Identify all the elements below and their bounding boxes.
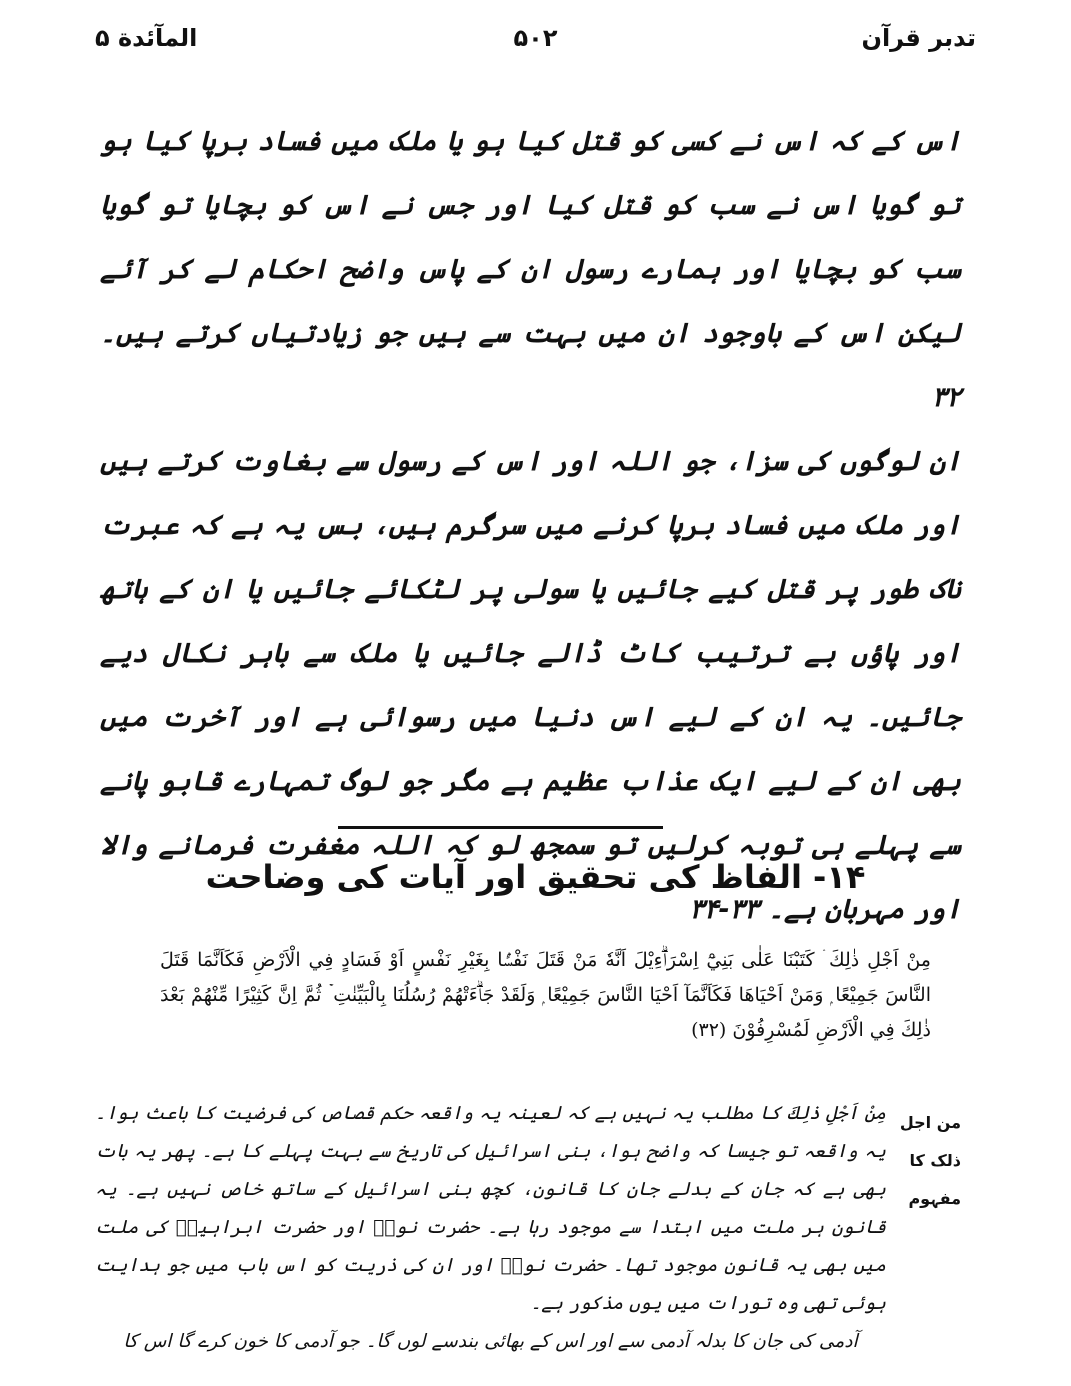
margin-note-line: من اجل xyxy=(899,1113,961,1132)
margin-note-line: مفہوم xyxy=(908,1189,961,1208)
translation-block xyxy=(100,110,961,942)
surah-name: المآئدة ۵ xyxy=(95,24,198,52)
arabic-verse: مِنْ اَجْلِ ذٰلِكَ ۛ كَتَبْنَا عَلٰى بَنِيْٓ اِسْرَاۗءِيْلَ اَنَّهٗ مَنْ قَتَلَ نَفْسًۢا بِغَيْرِ نَفْسٍ اَوْ فَسَادٍ فِي الْاَرْضِ فَكَاَنَّمَا قَتَلَ النَّاسَ جَمِيْعًا ۭ وَمَنْ اَحْيَاهَا فَكَاَنَّمَآ اَحْيَا النَّاسَ جَمِيْعًا ۭ وَلَقَدْ جَاۗءَتْهُمْ رُسُلُنَا بِالْبَيِّنٰتِ ۡ ثُمَّ اِنَّ كَثِيْرًا مِّنْهُمْ بَعْدَ ذٰلِكَ فِي الْاَرْضِ لَمُسْرِفُوْنَ (۳۲) xyxy=(160,949,931,1041)
translation-paragraph: ان لوگوں کی سزا، جو اللہ اور اس کے رسول سے بغاوت کرتے ہیں اور ملک میں فساد برپا کرنے میں سرگرم ہیں، بس یہ ہے کہ عبرت ناک طور پر قتل کیے جائیں یا سولی پر لٹکائے جائیں یا ان کے ہاتھ اور پاؤں بے ترتیب کاٹ ڈالے جائیں یا ملک سے باہر نکال دیے جائیں۔ یہ ان کے لیے اس دنیا میں رسوائی ہے اور آخرت میں بھی ان کے لیے ایک عذاب عظیم ہے مگر جو لوگ تمہارے قابو پانے سے پہلے ہی توبہ کرلیں تو سمجھ لو کہ اللہ مغفرت فرمانے والا اور مہربان ہے۔ ۳۳-۳۴ xyxy=(100,446,961,925)
section-heading: ۱۴- الفاظ کی تحقیق اور آیات کی وضاحت xyxy=(205,858,866,896)
margin-note xyxy=(891,1104,961,1218)
margin-note-line: ذلک کا xyxy=(909,1151,961,1170)
commentary-quote: آدمی کی جان کا بدلہ آدمی سے اور اس کے بھائی بندسے لوں گا۔ جو آدمی کا خون کرے گا اس کا xyxy=(123,1331,858,1352)
commentary-block xyxy=(95,1095,886,1361)
book-title: تدبر قرآن xyxy=(861,24,976,52)
page-header xyxy=(95,18,976,68)
section-divider xyxy=(338,826,663,829)
page-number: ۵۰۲ xyxy=(513,24,558,52)
commentary-paragraph: مِنْ اَجْلِ ذٰلِكَ کا مطلب یہ نہیں ہے کہ لعینہ یہ واقعہ حکم قصاص کی فرضیت کا باعث ہوا۔ یہ واقعہ تو جیسا کہ واضح ہوا، بنی اسرائیل کی تاریخ سے بہت پہلے کا ہے۔ پھر یہ بات بھی ہے کہ جان کے بدلے جان کا قانون، کچھ بنی اسرائیل کے ساتھ خاص نہیں ہے۔ یہ قانون ہر ملت میں ابتدا سے موجود رہا ہے۔ حضرت نوحؑ اور حضرت ابراہیمؑ کی ملت میں بھی یہ قانون موجود تھا۔ حضرت نوحؑ اور ان کی ذریت کو اس باب میں جو ہدایت ہوئی تھی وہ تورات میں یوں مذکور ہے۔ xyxy=(95,1103,886,1314)
translation-paragraph: اس کے کہ اس نے کسی کو قتل کیا ہو یا ملک میں فساد برپا کیا ہو تو گویا اس نے سب کو قتل کیا اور جس نے اس کو بچایا تو گویا سب کو بچایا اور ہمارے رسول ان کے پاس واضح احکام لے کر آئے لیکن اس کے باوجود ان میں بہت سے ہیں جو زیادتیاں کرتے ہیں۔ ۳۲ xyxy=(100,126,961,413)
